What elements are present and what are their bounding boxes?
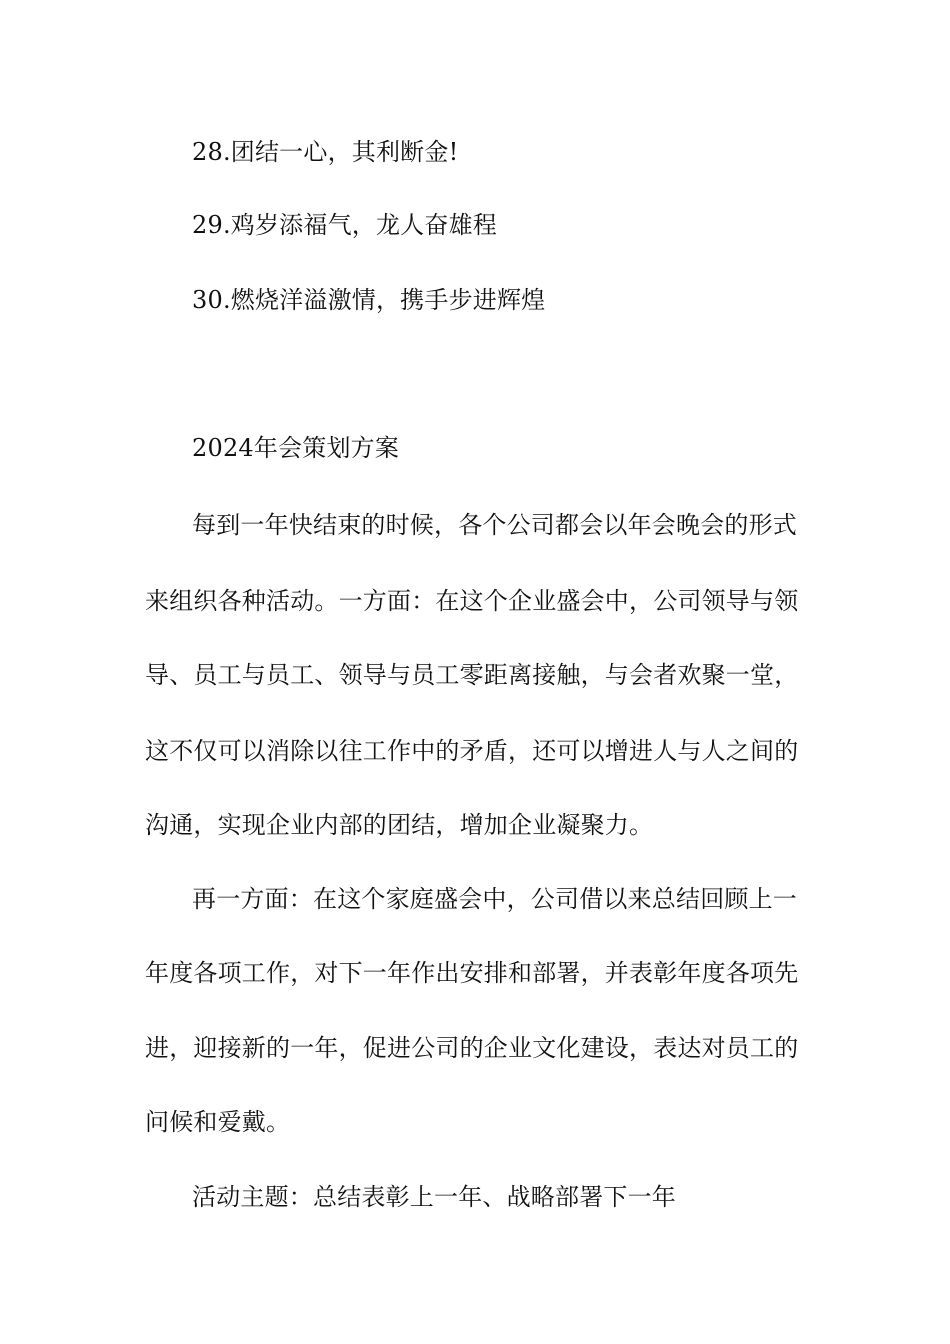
paragraph-2-line-4: 问候和爱戴。 [145,1108,291,1136]
paragraph-1-line-2: 来组织各种活动。一方面：在这个企业盛会中，公司领导与领 [145,587,799,615]
paragraph-1-line-4: 这不仅可以消除以往工作中的矛盾，还可以增进人与人之间的 [145,737,799,765]
slogan-28: 28.团结一心，其利断金! [192,138,459,166]
paragraph-1-line-5: 沟通，实现企业内部的团结，增加企业凝聚力。 [145,811,654,839]
paragraph-2-line-1: 再一方面：在这个家庭盛会中，公司借以来总结回顾上一 [192,885,797,913]
slogan-29: 29.鸡岁添福气，龙人奋雄程 [192,211,497,239]
paragraph-1-line-1: 每到一年快结束的时候，各个公司都会以年会晚会的形式 [192,511,797,539]
slogan-30: 30.燃烧洋溢激情，携手步进辉煌 [192,286,546,314]
activity-theme: 活动主题：总结表彰上一年、战略部署下一年 [192,1183,676,1211]
paragraph-2-line-3: 进，迎接新的一年，促进公司的企业文化建设，表达对员工的 [145,1034,799,1062]
paragraph-2-line-2: 年度各项工作，对下一年作出安排和部署，并表彰年度各项先 [145,959,799,987]
paragraph-1-line-3: 导、员工与员工、领导与员工零距离接触，与会者欢聚一堂， [145,661,799,689]
section-heading: 2024年会策划方案 [192,434,400,462]
